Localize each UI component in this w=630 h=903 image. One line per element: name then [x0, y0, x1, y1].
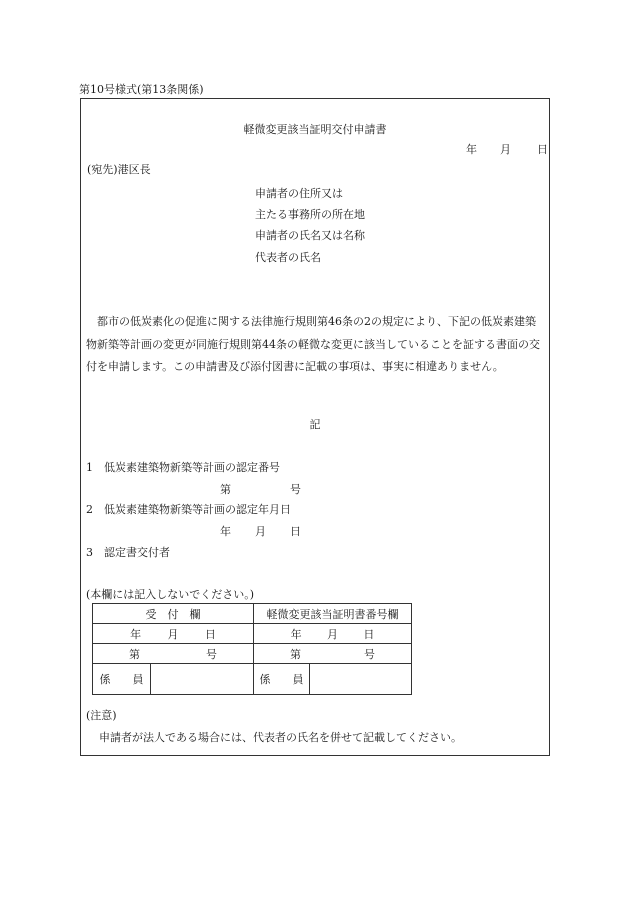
item-2-month: 月 — [255, 525, 266, 538]
reception-staff-field — [151, 664, 254, 695]
applicant-office-label: 主たる事務所の所在地 — [255, 208, 365, 221]
cert-number-go: 号 — [364, 647, 375, 661]
cert-number-dai: 第 — [290, 647, 301, 661]
date-year-label: 年 — [466, 143, 477, 156]
date-month-label: 月 — [500, 143, 511, 156]
reception-staff-label: 係 員 — [93, 664, 151, 695]
cert-date-month: 月 — [326, 627, 338, 641]
reception-date-year: 年 — [130, 627, 142, 641]
reception-date-month: 月 — [167, 627, 179, 641]
application-statement — [86, 311, 546, 379]
cert-date-cell — [254, 624, 412, 644]
office-use-note: (本欄には記入しないでください。) — [86, 588, 255, 601]
document-title: 軽微変更該当証明交付申請書 — [243, 123, 387, 136]
reception-number-dai: 第 — [129, 647, 140, 661]
cert-number-cell — [254, 644, 412, 664]
cert-date-day: 日 — [363, 627, 375, 641]
item-2-year: 年 — [220, 525, 231, 538]
applicant-address-label: 申請者の住所又は — [255, 187, 343, 200]
addressee: (宛先)港区長 — [87, 163, 151, 176]
cert-staff-field — [310, 664, 412, 695]
reception-date-cell — [93, 624, 254, 644]
notes-text: 申請者が法人である場合には、代表者の氏名を併せて記載してください。 — [99, 731, 462, 744]
cert-date-year: 年 — [290, 627, 302, 641]
item-1-dai: 第 — [220, 483, 231, 496]
item-1-label: 1 低炭素建築物新築等計画の認定番号 — [86, 461, 280, 474]
reception-date-day: 日 — [204, 627, 216, 641]
cert-number-header: 軽微変更該当証明書番号欄 — [254, 604, 412, 624]
form-number-label: 第10号様式(第13条関係) — [79, 83, 204, 96]
cert-staff-label: 係 員 — [254, 664, 310, 695]
office-use-table — [92, 603, 412, 695]
item-2-day: 日 — [290, 525, 301, 538]
reception-number-cell — [93, 644, 254, 664]
reception-number-go: 号 — [206, 647, 217, 661]
date-day-label: 日 — [537, 143, 548, 156]
item-1-go: 号 — [290, 483, 301, 496]
representative-name-label: 代表者の氏名 — [255, 251, 321, 264]
reception-header: 受 付 欄 — [93, 604, 254, 624]
item-3-label: 3 認定書交付者 — [86, 546, 170, 559]
notes-heading: (注意) — [86, 709, 117, 722]
application-statement-text: 都市の低炭素化の促進に関する法律施行規則第46条の2の規定により、下記の低炭素建築物新築等計画の変更が同施行規則第44条の軽微な変更に該当していることを証する書面の交付を申請します。この申請書及び添付図書に記載の事項は、事実に相違ありません。 — [86, 315, 540, 373]
ki-heading: 記 — [309, 418, 321, 431]
applicant-name-label: 申請者の氏名又は名称 — [255, 229, 365, 242]
item-2-label: 2 低炭素建築物新築等計画の認定年月日 — [86, 503, 291, 516]
